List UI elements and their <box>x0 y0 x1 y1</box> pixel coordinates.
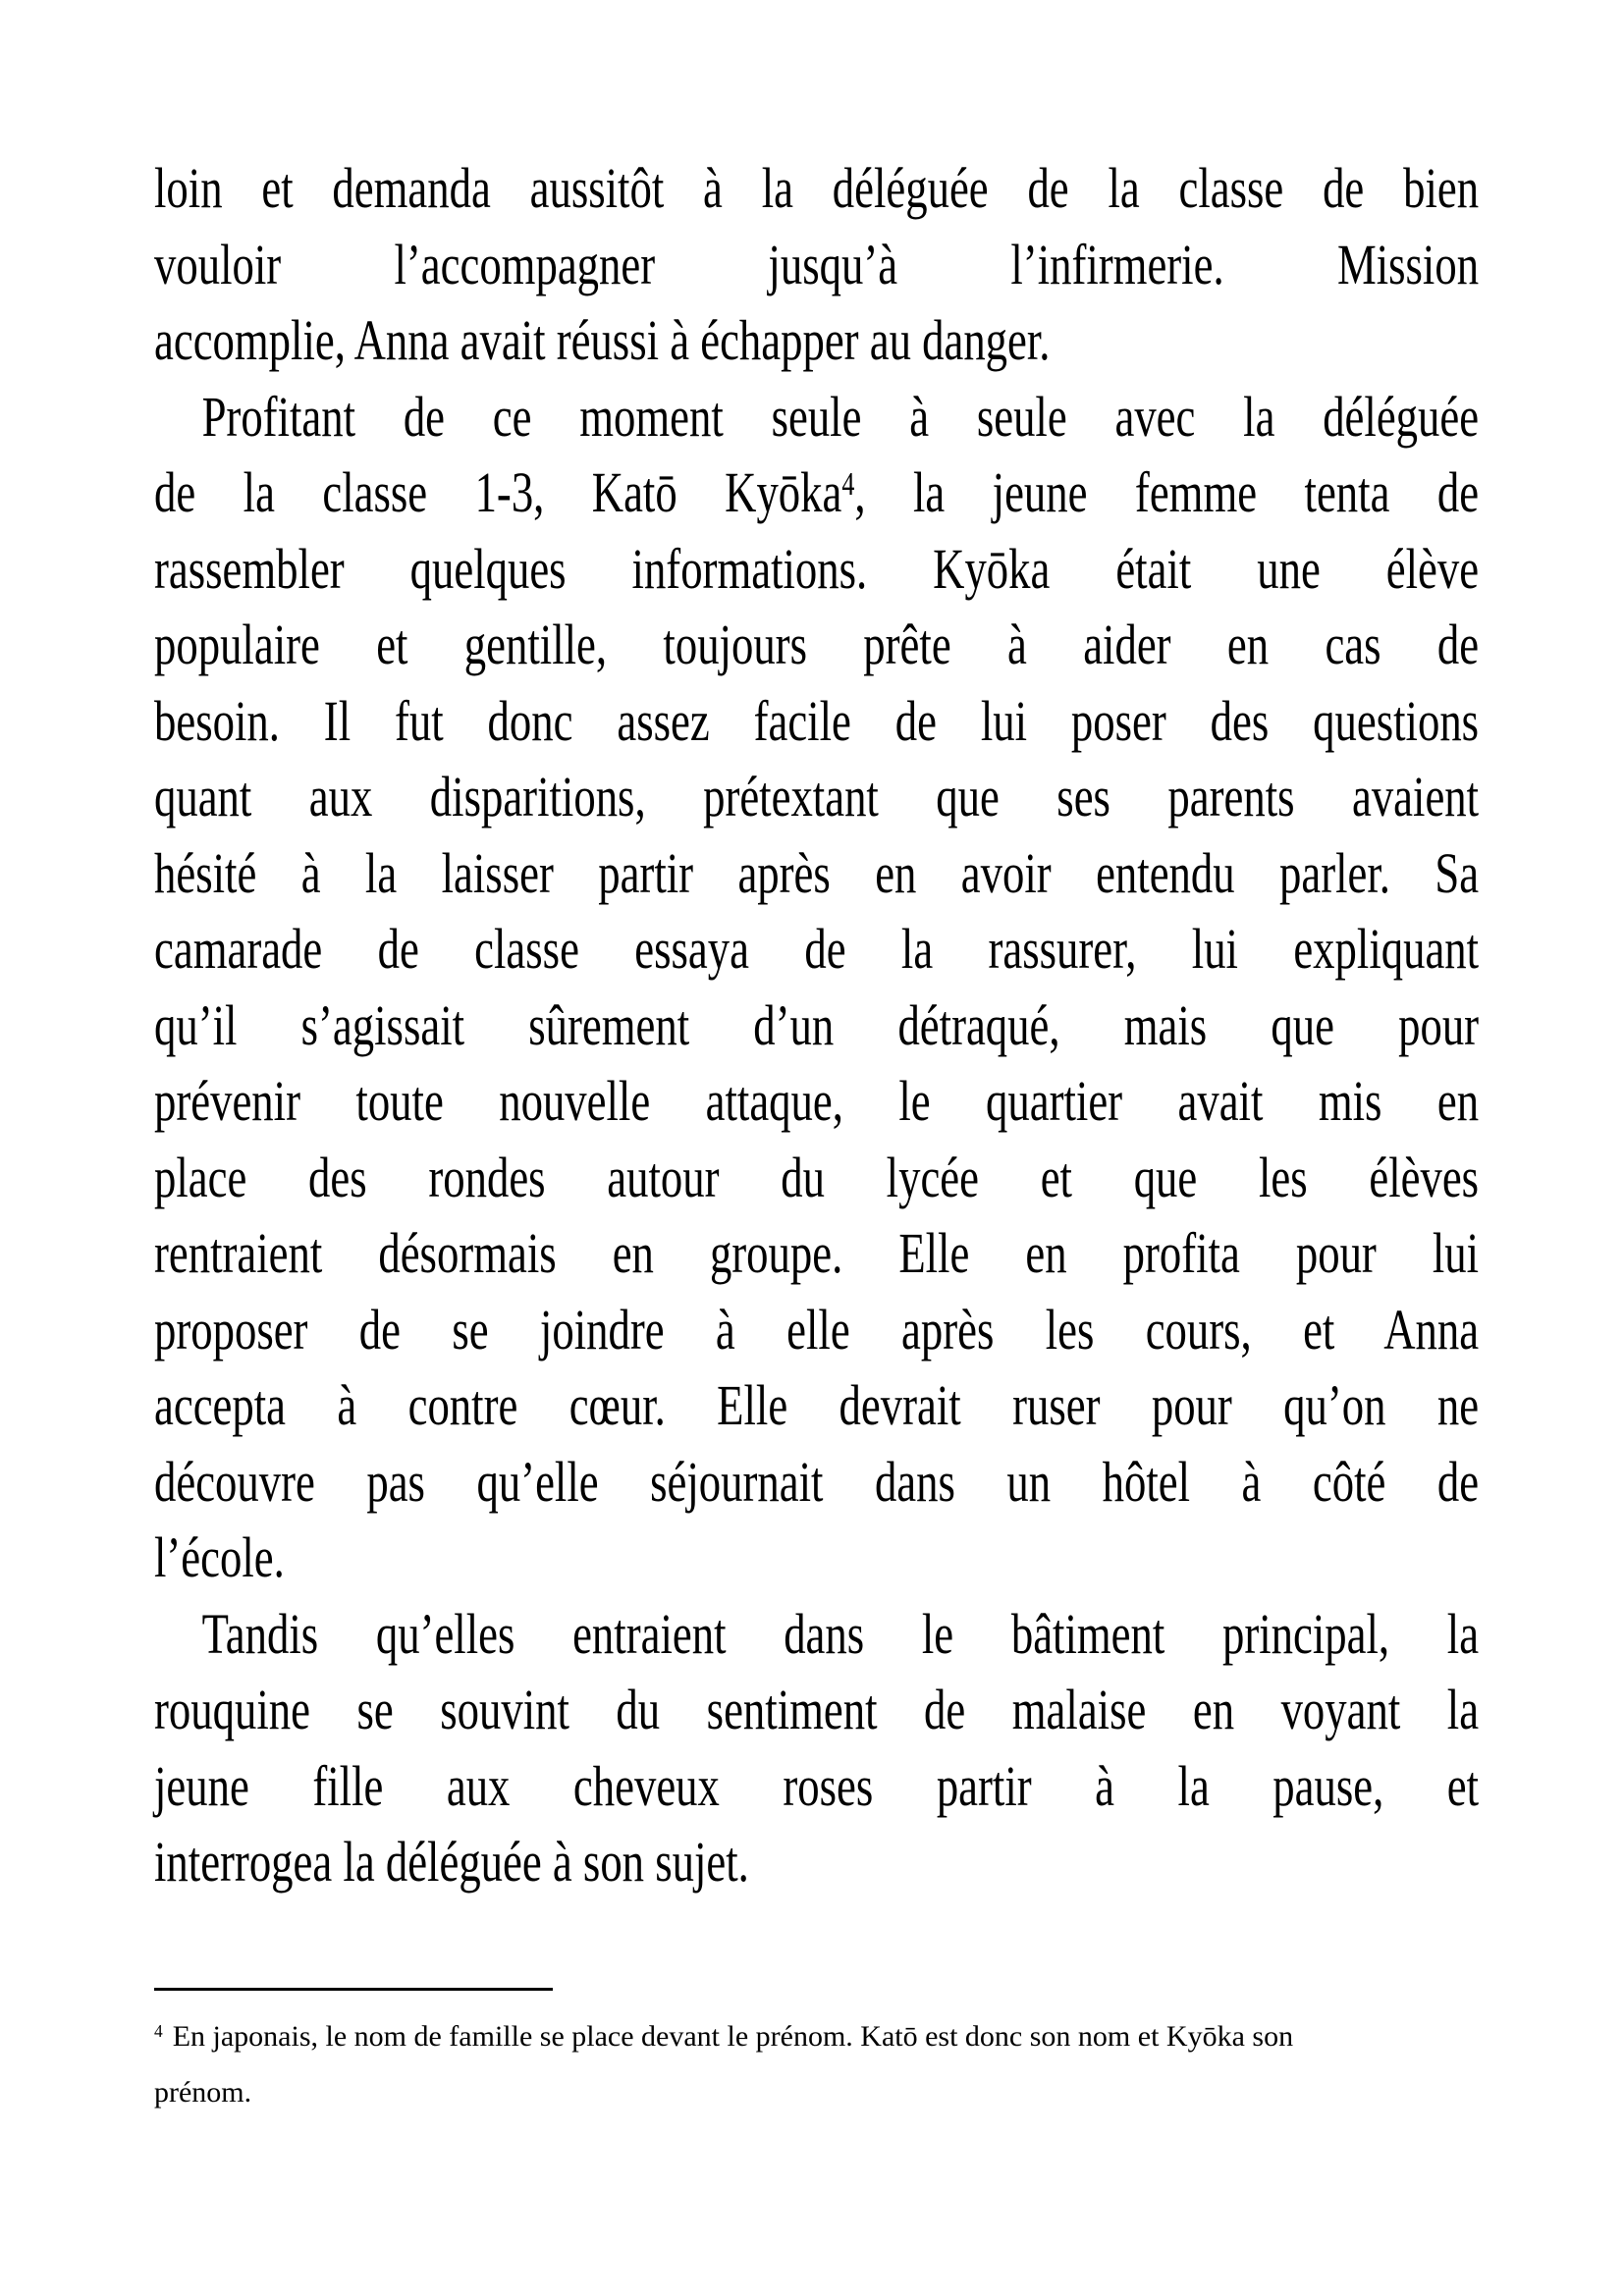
text-line: accepta à contre cœur. Elle devrait ruser pour qu’on ne <box>154 1373 1480 1437</box>
footnote-marker: 4 <box>154 2021 163 2042</box>
text-line: découvre pas qu’elle séjournait dans un hôtel à côté de <box>154 1449 1480 1514</box>
text-line: place des rondes autour du lycée et que les élèves <box>154 1145 1480 1209</box>
text-line: jeune fille aux cheveux roses partir à la pause, et <box>154 1753 1480 1818</box>
text-line: interrogea la déléguée à son sujet. <box>154 1830 749 1894</box>
footnote <box>154 2008 1479 2120</box>
text-line: accomplie, Anna avait réussi à échapper au danger. <box>154 308 1051 372</box>
text-line: Tandis qu’elles entraient dans le bâtiment principal, la <box>201 1601 1480 1666</box>
text-line: prévenir toute nouvelle attaque, le quartier avait mis en <box>154 1069 1480 1133</box>
page-body-text <box>154 150 1479 1900</box>
text-line: rassembler quelques informations. Kyōka était une élève <box>154 536 1480 601</box>
text-line: proposer de se joindre à elle après les cours, et Anna <box>154 1297 1480 1362</box>
text-line: loin et demanda aussitôt à la déléguée de la classe de bien <box>154 156 1480 220</box>
text-line: qu’il s’agissait sûrement d’un détraqué, mais que pour <box>154 992 1480 1057</box>
text-line: quant aux disparitions, prétextant que ses parents avaient <box>154 765 1480 828</box>
footnote-separator-rule <box>154 1988 553 1991</box>
text-line: rouquine se souvint du sentiment de malaise en voyant la <box>154 1678 1480 1741</box>
text-line: rentraient désormais en groupe. Elle en profita pour lui <box>154 1221 1480 1285</box>
text-line <box>154 454 1479 531</box>
text-segment: , la jeune femme tenta de <box>854 460 1480 524</box>
text-line: Profitant de ce moment seule à seule avec la déléguée <box>201 384 1480 449</box>
text-segment: de la classe 1-3, Katō Kyōka <box>154 460 842 524</box>
footnote-reference: 4 <box>841 466 855 504</box>
text-line: l’école. <box>154 1525 285 1589</box>
text-line: populaire et gentille, toujours prête à aider en cas de <box>154 613 1480 676</box>
text-line: besoin. Il fut donc assez facile de lui poser des questions <box>154 688 1480 753</box>
text-line: vouloir l’accompagner jusqu’à l’infirmerie. Mission <box>154 232 1480 296</box>
text-line: hésité à la laisser partir après en avoir entendu parler. Sa <box>154 840 1480 905</box>
footnote-line: prénom. <box>154 2076 252 2109</box>
text-line: camarade de classe essaya de la rassurer, lui expliquant <box>154 917 1480 981</box>
footnote-line: $^4$ En japonais, le nom de famille se place devant le prénom. Katō est donc son nom et Kyōka son <box>154 2020 1294 2053</box>
